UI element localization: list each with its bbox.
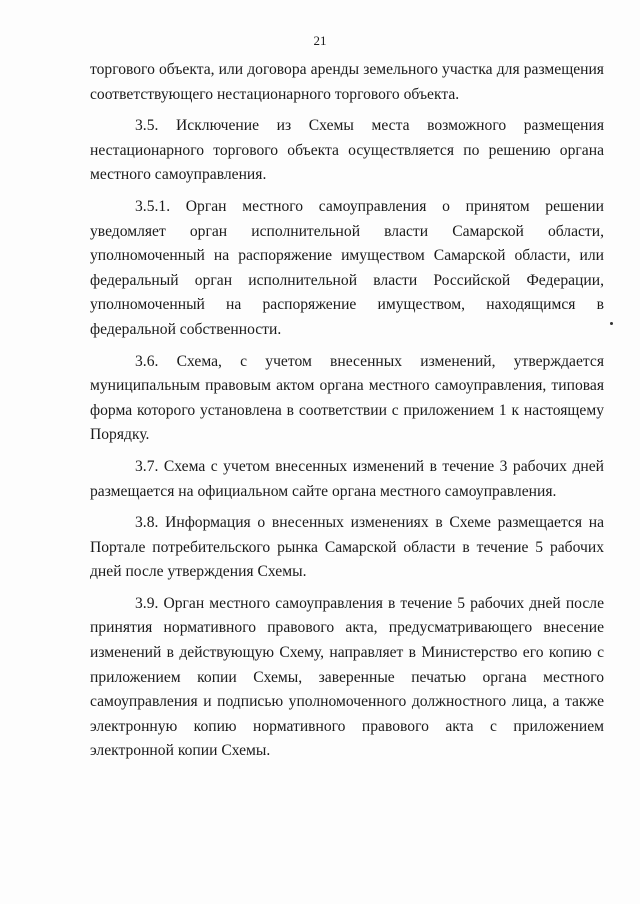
page-number: 21 xyxy=(313,33,327,48)
paragraph-3-9: 3.9. Орган местного самоуправления в течение 5 рабочих дней после принятия нормативного правового акта, предусматривающего внесение изменений в действующую Схему, направляет в Министерство его копию с приложением копии Схемы, заверенные печатью органа местного самоуправления и подписью уполномоченного должностного лица, а также электронную копию нормативного правового акта с приложением электронной копии Схемы. xyxy=(90,594,604,760)
paragraph-3-5: 3.5. Исключение из Схемы места возможного размещения нестационарного торгового объекта осуществляется по решению органа местного самоуправления. xyxy=(90,117,604,184)
scan-speck xyxy=(610,322,613,325)
document-body xyxy=(90,58,604,771)
paragraph-3-6: 3.6. Схема, с учетом внесенных изменений, утверждается муниципальным правовым актом органа местного самоуправления, типовая форма которого установлена в соответствии с приложением 1 к настоящему Порядку. xyxy=(90,352,604,444)
paragraph-3-5-1: 3.5.1. Орган местного самоуправления о принятом решении уведомляет орган исполнительной власти Самарской области, уполномоченный на распоряжение имуществом Самарской области, или федеральный орган исполнительной власти Российской Федерации, уполномоченный на распоряжение имуществом, находящимся в федеральной собственности. xyxy=(90,197,604,338)
paragraph-3-8: 3.8. Информация о внесенных изменениях в Схеме размещается на Портале потребительского рынка Самарской области в течение 5 рабочих дней после утверждения Схемы. xyxy=(90,514,604,581)
paragraph-continuation: торгового объекта, или договора аренды земельного участка для размещения соответствующего нестационарного торгового объекта. xyxy=(90,61,604,103)
paragraph-3-7: 3.7. Схема с учетом внесенных изменений в течение 3 рабочих дней размещается на официальном сайте органа местного самоуправления. xyxy=(90,457,604,500)
